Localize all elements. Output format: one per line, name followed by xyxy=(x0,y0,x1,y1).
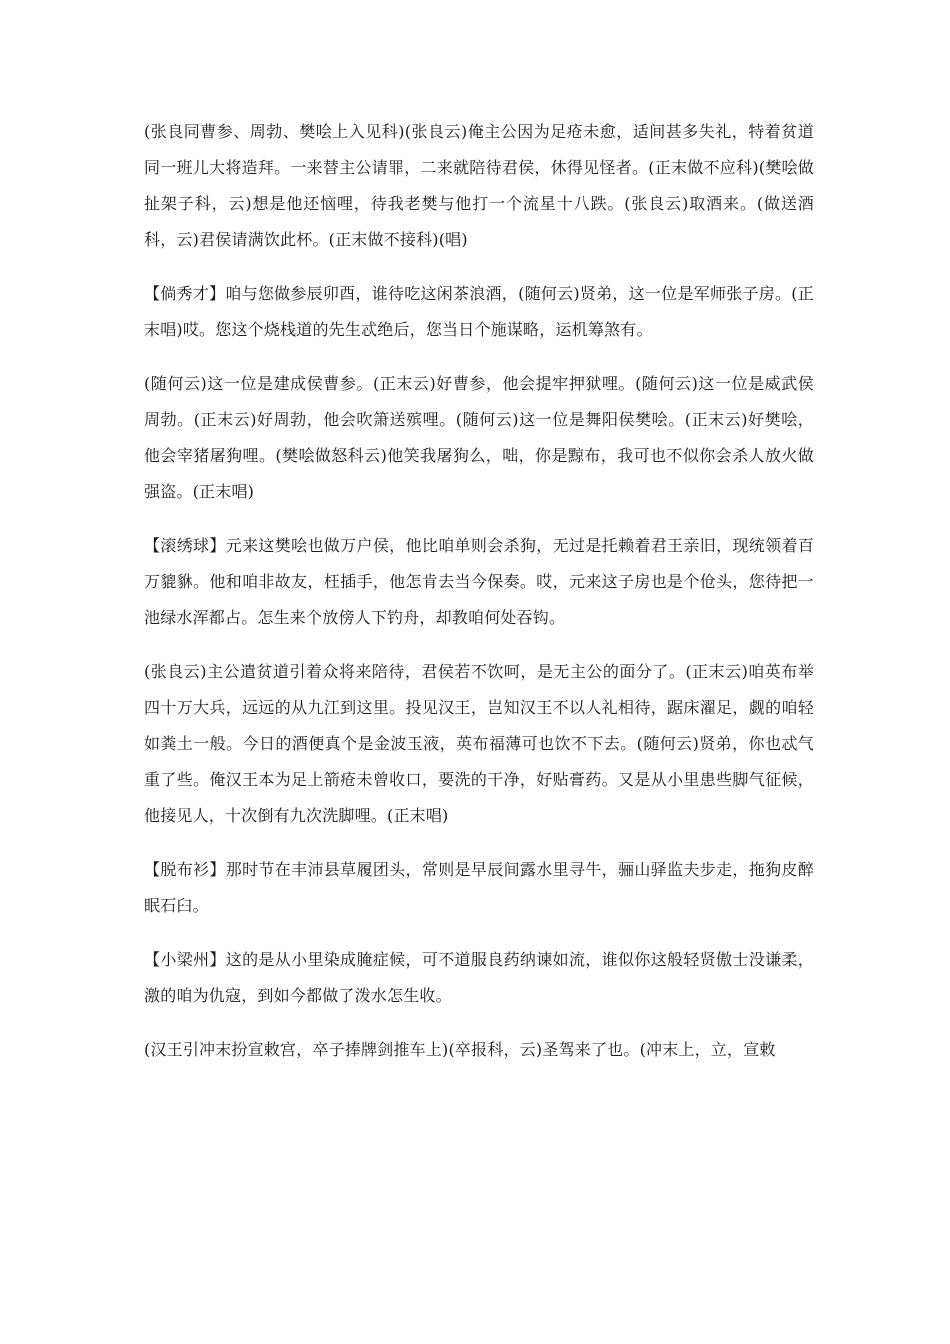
document-page xyxy=(144,114,814,1086)
paragraph-1 xyxy=(144,114,814,258)
paragraph-8 xyxy=(144,1032,814,1068)
paragraph-text: (张良同曹参、周勃、樊哙上入见科)(张良云)俺主公因为足疮未愈，适间甚多失礼，特着贫道同一班儿大将造拜。一来替主公请罪，二来就陪待君侯，休得见怪者。(正末做不应科)(樊哙做扯架子科，云)想是他还恼哩，待我老樊与他打一个流星十八跌。(张良云)取酒来。(做送酒科，云)君侯请满饮此杯。(正末做不接科)(唱) xyxy=(144,122,814,249)
tune-title: 【滚绣球】 xyxy=(144,536,226,555)
tune-title: 【脱布衫】 xyxy=(144,860,226,879)
paragraph-text: (汉王引冲末扮宣敕宫，卒子捧牌剑推车上)(卒报科，云)圣驾来了也。(冲末上，立，宣敕 xyxy=(144,1040,776,1059)
paragraph-text: 这的是从小里染成腌症候，可不道服良药纳谏如流，谁似你这般轻贤傲士没谦柔，激的咱为仇寇，到如今都做了泼水怎生收。 xyxy=(144,950,814,1005)
paragraph-2 xyxy=(144,276,814,348)
tune-title: 【倘秀才】 xyxy=(144,284,226,303)
paragraph-text: (张良云)主公遣贫道引着众将来陪待，君侯若不饮呵，是无主公的面分了。(正末云)咱英布举四十万大兵，远远的从九江到这里。投见汉王，岂知汉王不以人礼相待，踞床濯足，觑的咱轻如粪土一般。今日的酒便真个是金波玉液，英布福薄可也饮不下去。(随何云)贤弟，你也忒气重了些。俺汉王本为足上箭疮未曾收口，要洗的干净，好贴膏药。又是从小里患些脚气征候，他接见人，十次倒有九次洗脚哩。(正末唱) xyxy=(144,662,814,825)
paragraph-text: 元来这樊哙也做万户侯，他比咱单则会杀狗，无过是托赖着君王亲旧，现统领着百万貔貅。他和咱非故友，枉插手，他怎肯去当今保奏。哎，元来这子房也是个伧头，您待把一池绿水浑都占。怎生来个放傍人下钓舟，却教咱何处吞钩。 xyxy=(144,536,814,627)
tune-title: 【小梁州】 xyxy=(144,950,226,969)
paragraph-6 xyxy=(144,852,814,924)
paragraph-7 xyxy=(144,942,814,1014)
paragraph-3 xyxy=(144,366,814,510)
paragraph-text: 那时节在丰沛县草履团头，常则是早辰间露水里寻牛，骊山驿监夫步走，拖狗皮醉眠石臼。 xyxy=(144,860,814,915)
paragraph-text: 咱与您做参辰卯酉，谁待吃这闲茶浪酒，(随何云)贤弟，这一位是军师张子房。(正末唱)哎。您这个烧栈道的先生忒绝后，您当日个施谋略，运机筹煞有。 xyxy=(144,284,814,339)
paragraph-5 xyxy=(144,654,814,834)
paragraph-4 xyxy=(144,528,814,636)
paragraph-text: (随何云)这一位是建成侯曹参。(正末云)好曹参，他会提牢押狱哩。(随何云)这一位是威武侯周勃。(正末云)好周勃，他会吹箫送殡哩。(随何云)这一位是舞阳侯樊哙。(正末云)好樊哙，他会宰猪屠狗哩。(樊哙做怒科云)他笑我屠狗么，咄，你是黥布，我可也不似你会杀人放火做强盗。(正末唱) xyxy=(144,374,814,501)
